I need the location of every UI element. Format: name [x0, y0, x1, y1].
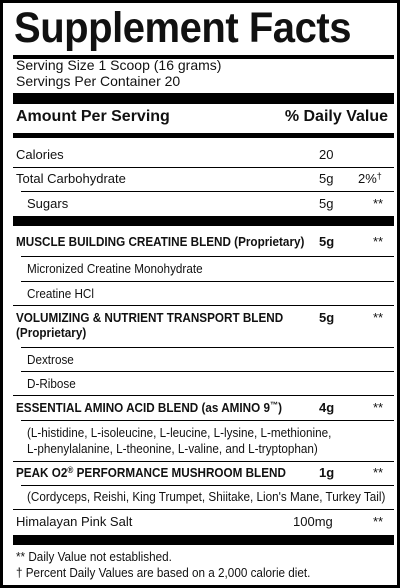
transport-item: D-Ribose	[27, 376, 76, 391]
row-divider	[21, 347, 394, 348]
salt-amount: 100mg	[293, 514, 333, 529]
row-divider	[21, 420, 394, 421]
amino-blend-label: ESSENTIAL AMINO ACID BLEND (as AMINO 9™)	[16, 400, 282, 415]
row-divider	[13, 509, 394, 510]
carbohydrate-label: Total Carbohydrate	[16, 171, 126, 186]
row-divider	[21, 485, 394, 486]
dagger-mark: †	[376, 171, 382, 181]
row-divider	[21, 191, 394, 192]
carbohydrate-daily-value: 2%†	[358, 171, 382, 186]
footnote-daily-value: ** Daily Value not established.	[16, 549, 172, 564]
row-divider	[13, 461, 394, 462]
row-divider	[13, 305, 394, 306]
mushroom-blend-daily-value: **	[373, 465, 384, 480]
carbohydrate-amount: 5g	[319, 171, 334, 186]
amount-per-serving-heading: Amount Per Serving	[16, 108, 170, 125]
transport-blend-amount: 5g	[319, 310, 335, 325]
sugars-amount: 5g	[319, 196, 334, 211]
creatine-blend-amount: 5g	[319, 234, 335, 249]
thick-divider	[13, 93, 394, 104]
amino-blend-detail: (L-histidine, L-isoleucine, L-leucine, L-lysine, L-methionine,	[27, 425, 332, 440]
row-divider	[13, 167, 394, 168]
salt-daily-value: **	[373, 514, 384, 529]
transport-blend-daily-value: **	[373, 310, 384, 325]
row-divider	[21, 371, 394, 372]
daily-value-heading: % Daily Value	[284, 108, 388, 125]
row-divider	[21, 256, 394, 257]
creatine-item: Micronized Creatine Monohydrate	[27, 261, 203, 276]
transport-item: Dextrose	[27, 352, 74, 367]
serving-size: Serving Size 1 Scoop (16 grams)	[16, 57, 222, 73]
thick-divider	[13, 216, 394, 226]
row-divider	[13, 395, 394, 396]
amino-blend-detail-line2: L-phenylalanine, L-theonine, L-valine, and L-tryptophan)	[27, 441, 318, 456]
salt-label: Himalayan Pink Salt	[16, 514, 133, 529]
transport-blend-label-line2: (Proprietary)	[16, 325, 87, 340]
mushroom-blend-label: PEAK O2® PERFORMANCE MUSHROOM BLEND	[16, 465, 286, 480]
amino-blend-daily-value: **	[373, 400, 384, 415]
sugars-daily-value: **	[373, 196, 384, 211]
calories-amount: 20	[319, 147, 334, 162]
mushroom-blend-detail: (Cordyceps, Reishi, King Trumpet, Shiitake, Lion's Mane, Turkey Tail)	[27, 489, 386, 504]
creatine-blend-daily-value: **	[373, 234, 384, 249]
calories-label: Calories	[16, 147, 64, 162]
thick-divider	[13, 535, 394, 545]
footnote-calorie-diet: † Percent Daily Values are based on a 2,000 calorie diet.	[16, 565, 311, 580]
panel-title: Supplement Facts	[14, 4, 351, 52]
amino-blend-amount: 4g	[319, 400, 335, 415]
servings-per-container: Servings Per Container 20	[16, 73, 181, 89]
sugars-label: Sugars	[27, 196, 69, 211]
creatine-blend-label: MUSCLE BUILDING CREATINE BLEND (Proprietary)	[16, 234, 305, 249]
divider-bar	[13, 133, 394, 138]
mushroom-blend-amount: 1g	[319, 465, 335, 480]
creatine-item: Creatine HCl	[27, 286, 94, 301]
transport-blend-label: VOLUMIZING & NUTRIENT TRANSPORT BLEND	[16, 310, 284, 325]
row-divider	[21, 281, 394, 282]
